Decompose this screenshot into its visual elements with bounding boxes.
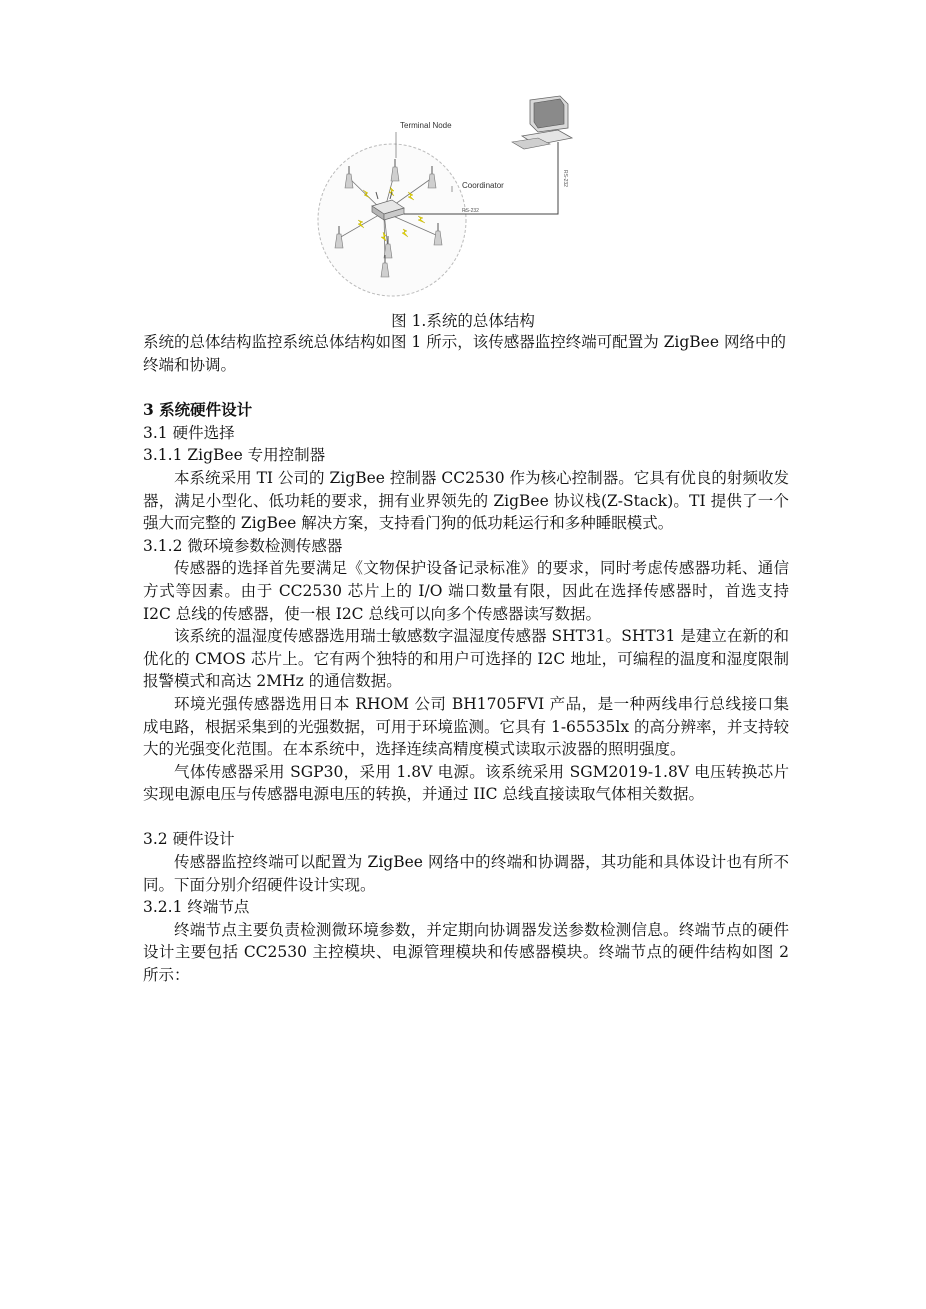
blank-line [143, 806, 789, 829]
main-text [143, 331, 789, 987]
intro-paragraph: 系统的总体结构监控系统总体结构如图 1 所示，该传感器监控终端可配置为 ZigBee 网络中的终端和协调。 [143, 333, 786, 374]
subsubsection-heading: 3.2.1 终端节点 [143, 898, 250, 917]
paragraph: 本系统采用 TI 公司的 ZigBee 控制器 CC2530 作为核心控制器。它具有优良的射频收发器，满足小型化、低功耗的要求，拥有业界领先的 ZigBee 协议栈(Z-Stack)。TI 提供了一个强大而完整的 ZigBee 解决方案，支持看门狗的低功耗运行和多种睡眠模式。 [143, 468, 789, 533]
paragraph: 传感器的选择首先要满足《文物保护设备记录标准》的要求，同时考虑传感器功耗、通信方式等因素。由于 CC2530 芯片上的 I/O 端口数量有限，因此在选择传感器时，首选支持 I2C 总线的传感器，使一根 I2C 总线可以向多个传感器读写数据。 [143, 559, 789, 623]
terminal-node-label: Terminal Node [400, 121, 452, 130]
subsubsection-heading: 3.1.1 ZigBee 专用控制器 [143, 446, 326, 465]
paragraph: 环境光强传感器选用日本 RHOM 公司 BH1705FVI 产品，是一种两线串行总线接口集成电路，根据采集到的光强数据，可用于环境监测。它具有 1-65535lx 的高分辨率，并支持较大的光强变化范围。在本系统中，选择连续高精度模式读取示波器的照明强度。 [143, 694, 789, 759]
paragraph: 气体传感器采用 SGP30，采用 1.8V 电源。该系统采用 SGM2019-1.8V 电压转换芯片实现电源电压与传感器电源电压的转换，并通过 IIC 总线直接读取气体相关数据。 [143, 762, 789, 804]
subsection-heading: 3.1 硬件选择 [143, 423, 235, 442]
link-label-v: RS-232 [562, 170, 568, 187]
system-architecture-figure [312, 92, 602, 302]
paragraph: 该系统的温湿度传感器选用瑞士敏感数字温湿度传感器 SHT31。SHT31 是建立在新的和优化的 CMOS 芯片上。它有两个独特的和用户可选择的 I2C 地址，可编程的温度和湿度限制报警模式和高达 2MHz 的通信数据。 [143, 627, 789, 691]
coordinator-label: Coordinator [462, 181, 504, 190]
paragraph: 终端节点主要负责检测微环境参数，并定期向协调器发送参数检测信息。终端节点的硬件设计主要包括 CC2530 主控模块、电源管理模块和传感器模块。终端节点的硬件结构如图 2 所示： [143, 920, 789, 985]
network-boundary [318, 144, 466, 296]
link-label-h: RS-232 [462, 208, 479, 214]
network-diagram [312, 92, 602, 302]
subsubsection-heading: 3.1.2 微环境参数检测传感器 [143, 536, 343, 555]
pc-icon [512, 96, 572, 149]
section-heading: 3 系统硬件设计 [143, 400, 253, 420]
figure-caption: 图 1.系统的总体结构 [391, 312, 535, 330]
paragraph: 传感器监控终端可以配置为 ZigBee 网络中的终端和协调器，其功能和具体设计也有所不同。下面分别介绍硬件设计实现。 [143, 853, 789, 894]
subsection-heading: 3.2 硬件设计 [143, 830, 235, 849]
